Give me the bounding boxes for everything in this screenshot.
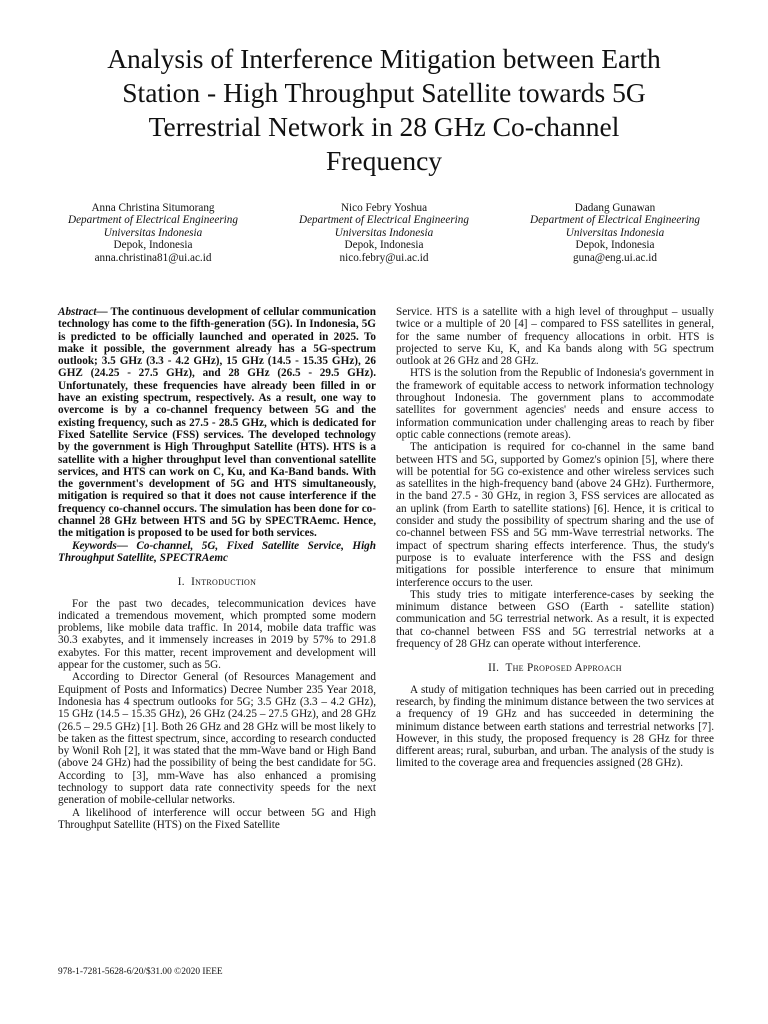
- author-city: Depok, Indonesia: [113, 239, 193, 252]
- title-line: Analysis of Interference Mitigation between Earth: [107, 43, 661, 74]
- copyright-footer: 978-1-7281-5628-6/20/$31.00 ©2020 IEEE: [58, 967, 223, 977]
- paragraph: This study tries to mitigate interference-cases by seeking the minimum distance between GSO (Earth - satellite station) communication and 5G terrestrial network. As a result, it is expected that co-channel between FSS and 5G terrestrial networks at a frequency of 28 GHz can operate without interference.: [396, 588, 714, 651]
- author-name: Dadang Gunawan: [574, 202, 656, 214]
- abstract-lead: Abstract—: [58, 306, 108, 318]
- paragraph: A likelihood of interference will occur between 5G and High Throughput Satellite (HTS) on the Fixed Satellite: [58, 806, 376, 831]
- author-block-3: [500, 202, 730, 264]
- section-title: Introduction: [191, 576, 257, 589]
- left-column: [58, 306, 376, 831]
- author-city: Depok, Indonesia: [575, 239, 655, 252]
- author-email: nico.febry@ui.ac.id: [339, 251, 429, 264]
- author-email: guna@eng.ui.ac.id: [573, 251, 657, 264]
- author-block-2: [269, 202, 499, 264]
- paragraph: A study of mitigation techniques has been carried out in preceding research, by finding the minimum distance between the two services at a frequency of 19 GHz and has succeeded in determining the minimum distance between earth stations and terrestrial networks [7]. However, in this study, the proposed frequency is 28 GHz for three different areas; rural, suburban, and urban. The analysis of the study is limited to the coverage area and frequencies assigned (28 GHz).: [396, 683, 714, 770]
- author-name: Anna Christina Situmorang: [91, 202, 215, 214]
- author-city: Depok, Indonesia: [344, 239, 424, 252]
- author-university: Universitas Indonesia: [103, 226, 203, 239]
- author-university: Universitas Indonesia: [565, 226, 665, 239]
- author-name: Nico Febry Yoshua: [340, 202, 428, 214]
- paragraph: Service. HTS is a satellite with a high level of throughput – usually twice or a multiple of 20 [4] – compared to FSS satellites in general, for the same number of frequency allocations in orbit. HTS is projected to serve Ku, K, and Ka bands along with 5G spectrum outlook at 26 GHz and 28 GHz.: [396, 306, 714, 368]
- section-heading-introduction: [58, 576, 376, 588]
- right-column: [396, 306, 714, 770]
- author-department: Department of Electrical Engineering: [68, 214, 238, 227]
- keywords: Keywords— Co-channel, 5G, Fixed Satellite Service, High Throughput Satellite, SPECTRAemc: [58, 539, 376, 564]
- author-department: Department of Electrical Engineering: [530, 214, 700, 227]
- paragraph: For the past two decades, telecommunication devices have indicated a tremendous movement, which prompted some modern problems, like mobile data traffic. In 2014, mobile data traffic was 30.3 exabytes, and it immensely increases in 2019 by 57% to 291.8 exabytes. For this matter, recent improvement and development will appear for the customer, such as 5G.: [58, 597, 376, 672]
- paragraph: The anticipation is required for co-channel in the same band between HTS and 5G, supported by Gomez's opinion [5], where there will be potential for 5G co-existence and other wireless services such as satellites in the high-frequency band (above 24 GHz). Furthermore, in the band 27.5 - 30 GHz, in region 3, FSS services are allocated as an uplink (from Earth to satellite stations) [6]. Hence, it is critical to consider and study the possibility of spectrum sharing and the use of co-channel between FSS and 5G mm-Wave terrestrial networks. The impact of spectrum sharing effects interference. Thus, the study's purpose is to evaluate interference with the FSS and design mitigations for possible interference to ensure that minimum interference occurs to the user.: [396, 441, 714, 589]
- author-block-1: [38, 202, 268, 264]
- title-line: Station - High Throughput Satellite towards 5G: [122, 77, 646, 108]
- abstract-text: The continuous development of cellular communication technology has come to the fifth-generation (5G). In Indonesia, 5G is predicted to be officially launched and operated in 2025. To make it possible, the government already has a 5G-spectrum outlook; 3.5 GHz (3.3 - 4.2 GHz), 15 GHz (14.5 - 15.35 GHz), 26 GHZ (24.25 - 27.5 GHz), and 28 GHz (26.5 - 29.5 GHz). Unfortunately, these frequencies have already been filled in or have an existing spectrum, respectively. As a result, one way to overcome is by a co-channel frequency between 5G and the existing frequency, such as 27.5 - 28.5 GHz, which is dedicated for Fixed Satellite Service (FSS) services. The developed technology by the government is High Throughput Satellite (HTS). HTS is a satellite with a higher throughput level than conventional satellite services, and HTS can work on C, Ku, and Ka-Band bands. With the government's development of 5G and HTS simultaneously, mitigation is required so that it does not cause interference if the frequency co-channel occurs. The simulation has been done for co-channel 28 GHz between HTS and 5G by SPECTRAemc. Hence, the mitigation is proposed to be used for both services.: [58, 306, 376, 540]
- author-email: anna.christina81@ui.ac.id: [94, 251, 212, 264]
- title-line: Frequency: [325, 145, 443, 176]
- section-number: I.: [177, 576, 185, 589]
- abstract: [58, 306, 376, 540]
- section-title: The Proposed Approach: [505, 662, 622, 675]
- section-heading-proposed-approach: [396, 662, 714, 674]
- author-department: Department of Electrical Engineering: [299, 214, 469, 227]
- author-university: Universitas Indonesia: [334, 226, 434, 239]
- title-line: Terrestrial Network in 28 GHz Co-channel: [148, 111, 620, 142]
- paper-title: [40, 42, 728, 178]
- section-number: II.: [488, 662, 500, 675]
- paragraph: According to Director General (of Resources Management and Equipment of Posts and Informatics) Decree Number 235 Year 2018, Indonesia has 4 spectrum outlooks for 5G; 3.5 GHz (3.3 – 4.2 GHz), 15 GHz (14.5 – 15.35 GHz), 26 GHz (24.25 – 27.5 GHz), and 28 GHz (26.5 – 29.5 GHz) [1]. Both 26 GHz and 28 GHz will be most likely to be taken as the fittest spectrum, since, according to research conducted by Wonil Roh [2], it was stated that the mm-Wave band or High Band (above 24 GHz) had the possibility of being the best candidate for 5G. According to [3], mm-Wave has also enhanced a promising technology to support data rate connectivity speeds for the next generation of mobile-cellular networks.: [58, 671, 376, 807]
- paragraph: HTS is the solution from the Republic of Indonesia's government in the framework of equitable access to network information technology throughout Indonesia. The government plans to accommodate satellites for government agencies' needs and ensure access to information communication under challenging areas to reach by fiber optic cable connections (remote areas).: [396, 367, 714, 441]
